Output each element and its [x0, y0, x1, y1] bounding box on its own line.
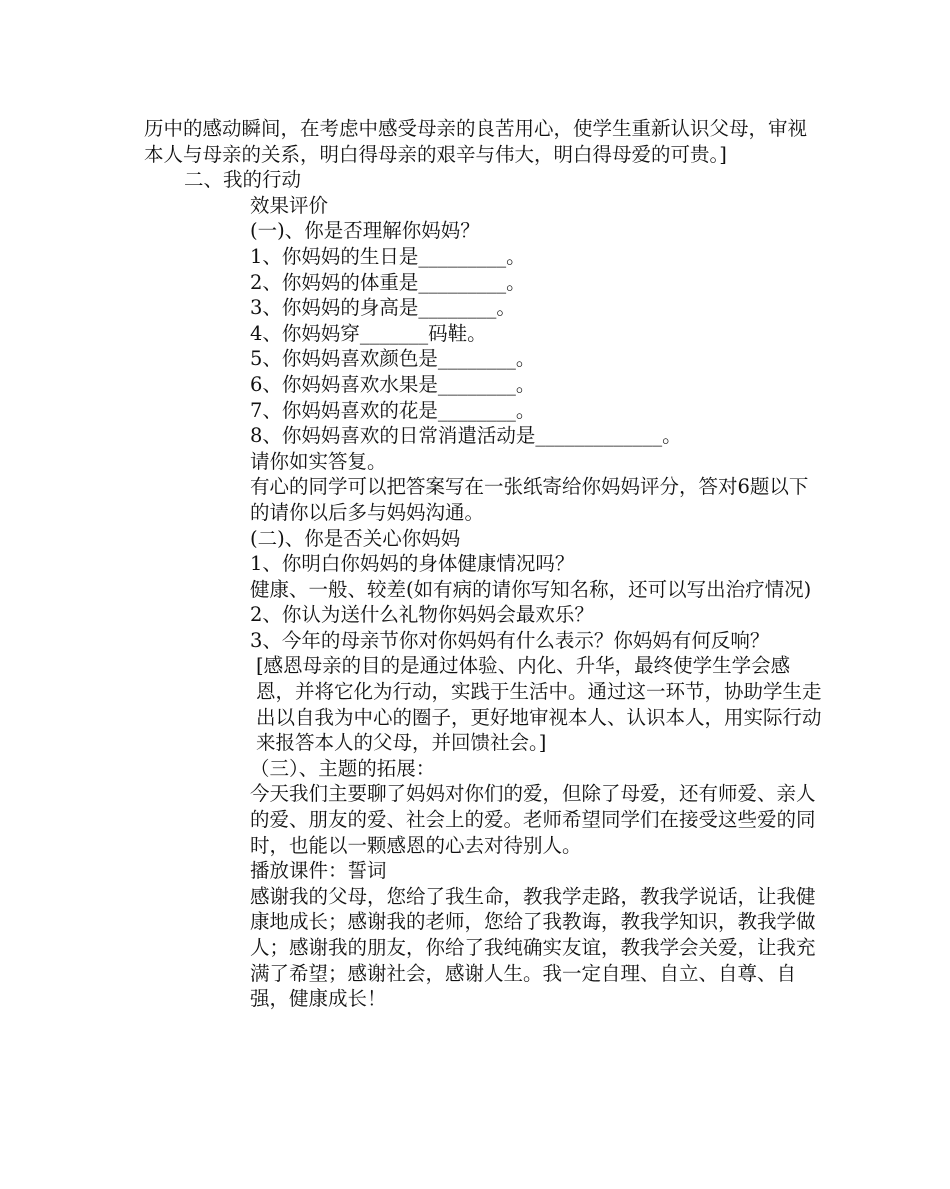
section-heading-topic-extension: （三）、主题的拓展： — [250, 756, 436, 780]
answer-health-options: 健康、一般、较差(如有病的请你写知名称，还可以写出治疗情况) — [250, 577, 812, 601]
question-group-2-title: (二)、你是否关心你妈妈 — [250, 526, 461, 550]
question-shoe-size: 4、你妈妈穿_______码鞋。 — [250, 321, 487, 345]
question-birthday: 1、你妈妈的生日是_________。 — [250, 244, 526, 268]
paragraph-oath: 感谢我的父母，您给了我生命，教我学走路，教我学说话，让我健康地成长；感谢我的老师，您给了我教诲，教我学知识，教我学做人；感谢我的朋友，你给了我纯确实友谊，教我学会关爱，让我充满了希望；感谢社会，感谢人生。我一定自理、自立、自尊、自强，健康成长！ — [250, 884, 816, 1011]
document-body — [144, 116, 824, 1012]
question-favorite-pastime: 8、你妈妈喜欢的日常消遣活动是_____________。 — [250, 424, 682, 448]
question-favorite-flower: 7、你妈妈喜欢的花是________。 — [250, 398, 536, 422]
paragraph-gratitude-purpose: [感恩母亲的目的是通过体验、内化、升华，最终使学生学会感恩，并将它化为行动，实践于生活中。通过这一环节，协助学生走出以自我为中心的圈子，更好地审视本人、认识本人，用实际行动来报答本人的父母，并回馈社会。] — [256, 654, 822, 755]
question-gift: 2、你认为送什么礼物你妈妈会最欢乐？ — [250, 603, 594, 627]
question-group-1-title: (一)、你是否理解你妈妈？ — [250, 219, 480, 243]
paragraph-intro-continuation: 历中的感动瞬间，在考虑中感受母亲的良苦用心，使学生重新认识父母，审视本人与母亲的关系，明白得母亲的艰辛与伟大，明白得母爱的可贵。] — [144, 117, 808, 166]
subheading-evaluation: 效果评价 — [250, 193, 329, 217]
question-height: 3、你妈妈的身高是________。 — [250, 296, 516, 320]
question-weight: 2、你妈妈的体重是_________。 — [250, 270, 526, 294]
question-favorite-color: 5、你妈妈喜欢颜色是________。 — [250, 347, 536, 371]
instruction-answer-truthfully: 请你如实答复。 — [250, 449, 387, 473]
subheading-play-courseware: 播放课件：誓词 — [250, 859, 387, 883]
paragraph-topic-extension: 今天我们主要聊了妈妈对你们的爱，但除了母爱，还有师爱、亲人的爱、朋友的爱、社会上的爱。老师希望同学们在接受这些爱的同时，也能以一颗感恩的心去对待别人。 — [250, 782, 816, 857]
instruction-scoring: 有心的同学可以把答案写在一张纸寄给你妈妈评分，答对6题以下的请你以后多与妈妈沟通。 — [250, 475, 809, 524]
question-health: 1、你明白你妈妈的身体健康情况吗？ — [250, 552, 575, 576]
question-mothers-day: 3、今年的母亲节你对你妈妈有什么表示？你妈妈有何反响？ — [250, 628, 770, 652]
section-heading-my-actions: 二、我的行动 — [184, 168, 302, 192]
question-favorite-fruit: 6、你妈妈喜欢水果是________。 — [250, 372, 536, 396]
